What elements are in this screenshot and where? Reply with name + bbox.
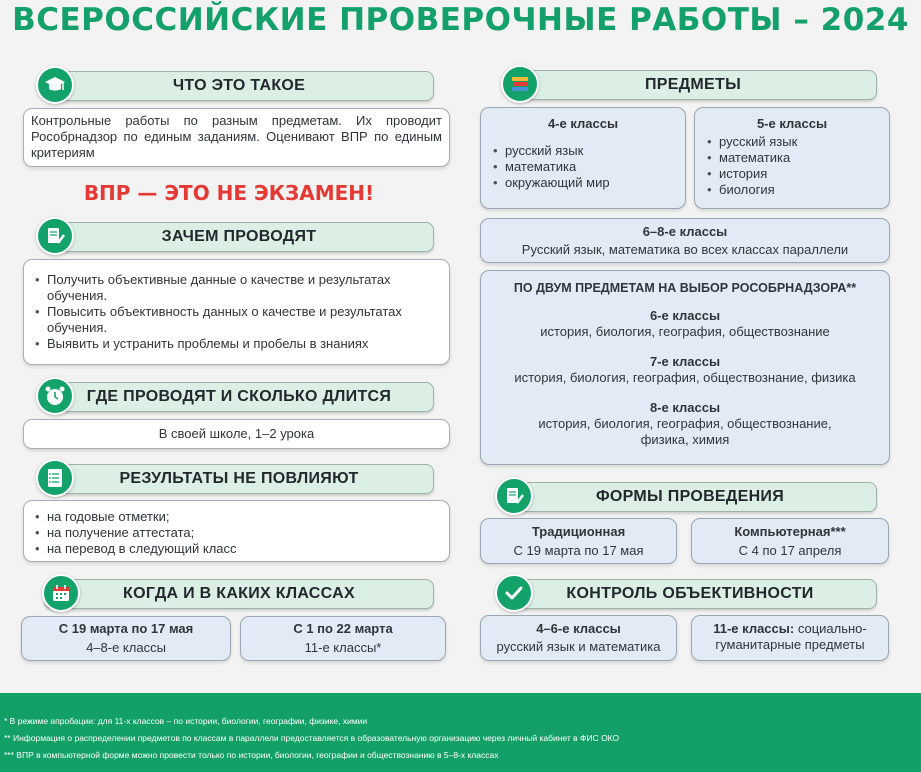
choice-g6-title: 6-е классы	[649, 308, 721, 323]
subjects-heading: ПРЕДМЕТЫ	[509, 70, 877, 100]
list-item: • Выявить и устранить проблемы и пробелы в знаниях	[33, 336, 440, 352]
grade6-8-card	[480, 218, 890, 263]
list-item: • история	[705, 166, 879, 182]
choice-g6-text: история, биология, география, обществознание	[540, 324, 830, 339]
list-item: • математика	[705, 150, 879, 166]
forms-traditional-text: С 19 марта по 17 мая	[513, 543, 644, 558]
forms-traditional-title: Традиционная	[531, 524, 626, 539]
grade4-list	[491, 143, 675, 191]
grade6-8-title: 6–8-е классы	[642, 224, 728, 239]
when-right-card	[240, 616, 446, 661]
control-right-title: 11-е классы:	[713, 621, 795, 636]
when-left-card	[21, 616, 231, 661]
forms-computer-title: Компьютерная***	[734, 524, 846, 539]
why-heading: ЗАЧЕМ ПРОВОДЯТ	[44, 222, 434, 252]
form-pen-icon	[495, 477, 533, 515]
forms-traditional-card	[480, 518, 677, 564]
control-left-title: 4–6-е классы	[536, 621, 621, 636]
page-title: ВСЕРОССИЙСКИЕ ПРОВЕРОЧНЫЕ РАБОТЫ – 2024	[12, 2, 909, 38]
checklist-icon	[36, 459, 74, 497]
not-exam-banner: ВПР — ЭТО НЕ ЭКЗАМЕН!	[83, 181, 375, 205]
control-heading: КОНТРОЛЬ ОБЪЕКТИВНОСТИ	[503, 579, 877, 609]
footnote: * В режиме апробации: для 11-х классов – по истории, биологии, географии, физике, химии	[4, 716, 368, 726]
list-item: • на получение аттестата;	[33, 525, 440, 541]
results-list	[33, 509, 440, 557]
results-card	[23, 500, 450, 562]
when-right-date: С 1 по 22 марта	[293, 621, 393, 636]
forms-computer-text: С 4 по 17 апреля	[738, 543, 842, 558]
list-item: • Получить объективные данные о качестве и результатах обучения.	[33, 272, 440, 304]
what-card	[23, 108, 450, 167]
where-text: В своей школе, 1–2 урока	[158, 426, 315, 441]
where-card	[23, 419, 450, 449]
when-left-date: С 19 марта по 17 мая	[58, 621, 194, 636]
choice-title: ПО ДВУМ ПРЕДМЕТАМ НА ВЫБОР РОСОБРНАДЗОРА**	[513, 281, 857, 295]
forms-heading: ФОРМЫ ПРОВЕДЕНИЯ	[503, 482, 877, 512]
why-card	[23, 259, 450, 365]
list-item: • биология	[705, 182, 879, 198]
list-item: • на перевод в следующий класс	[33, 541, 440, 557]
control-right-text: социально-гуманитарные предметы	[715, 621, 867, 652]
grade4-card	[480, 107, 686, 209]
when-heading: КОГДА И В КАКИХ КЛАССАХ	[44, 579, 434, 609]
document-pen-icon	[36, 217, 74, 255]
list-item: • Повысить объективность данных о качестве и результатах обучения.	[33, 304, 440, 336]
footnotes	[0, 693, 921, 772]
checkmark-icon	[495, 574, 533, 612]
grade4-title: 4-е классы	[547, 116, 619, 131]
footnote: *** ВПР в компьютерной форме можно провести только по истории, биологии, географии и обществознанию в 5–8-х классах	[4, 750, 499, 760]
list-item: • на годовые отметки;	[33, 509, 440, 525]
control-left-text: русский язык и математика	[496, 639, 661, 654]
why-list	[33, 272, 440, 352]
footnote: ** Информация о распределении предметов по классам в параллели предоставляется в образовательную организацию через личный кабинет в ФИС ОКО	[4, 733, 620, 743]
grade5-list	[705, 134, 879, 198]
alarm-clock-icon	[36, 377, 74, 415]
list-item: • русский язык	[705, 134, 879, 150]
calendar-icon	[42, 574, 80, 612]
when-left-classes: 4–8-е классы	[86, 640, 166, 655]
choice-g7-title: 7-е классы	[649, 354, 721, 369]
choice-g7-text: история, биология, география, обществознание, физика	[514, 370, 856, 385]
results-heading: РЕЗУЛЬТАТЫ НЕ ПОВЛИЯЮТ	[44, 464, 434, 494]
choice-g8-title: 8-е классы	[649, 400, 721, 415]
list-item: • окружающий мир	[491, 175, 675, 191]
what-heading: ЧТО ЭТО ТАКОЕ	[44, 71, 434, 101]
forms-computer-card	[691, 518, 889, 564]
list-item: • математика	[491, 159, 675, 175]
grade5-card	[694, 107, 890, 209]
what-text: Контрольные работы по разным предметам. Их проводит Рособрнадзор по единым заданиям. Оценивают ВПР по единым критериям	[31, 113, 442, 160]
books-icon	[501, 65, 539, 103]
grade5-title: 5-е классы	[756, 116, 828, 131]
control-left-card	[480, 615, 677, 661]
choice-g8-text: история, биология, география, обществознание, физика, химия	[538, 416, 832, 447]
when-right-classes: 11-е классы*	[304, 640, 382, 655]
control-right-card	[691, 615, 889, 661]
list-item: • русский язык	[491, 143, 675, 159]
grade6-8-text: Русский язык, математика во всех классах параллели	[521, 242, 849, 257]
where-heading: ГДЕ ПРОВОДЯТ И СКОЛЬКО ДЛИТСЯ	[44, 382, 434, 412]
graduation-cap-icon	[36, 66, 74, 104]
choice-card	[480, 270, 890, 465]
